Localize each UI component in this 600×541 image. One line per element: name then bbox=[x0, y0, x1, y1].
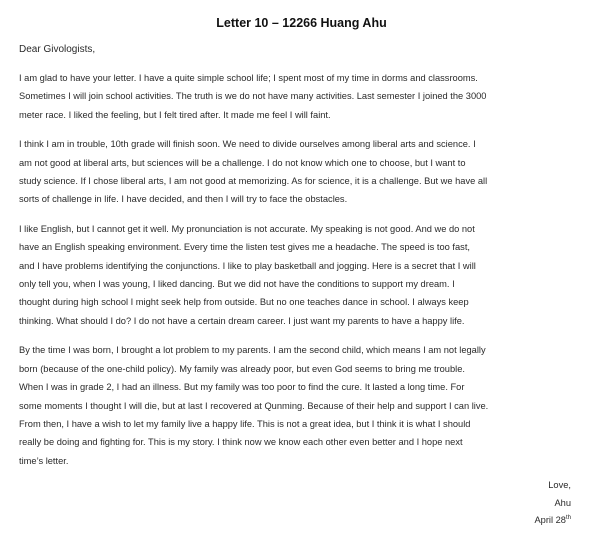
paragraph-line: thinking. What should I do? I do not have a certain dream career. I just want my parents to have a happy life. bbox=[19, 315, 465, 326]
paragraph-line: time’s letter. bbox=[19, 455, 69, 466]
salutation: Dear Givologists, bbox=[19, 44, 96, 55]
paragraph-line: have an English speaking environment. Every time the listen test gives me a headache. The speed is too fast, bbox=[19, 242, 470, 253]
letter-title: Letter 10 – 12266 Huang Ahu bbox=[216, 16, 387, 30]
paragraph-line: thought during high school I might seek help from outside. But no one teaches dance in school. I always keep bbox=[19, 297, 469, 308]
body-paragraph bbox=[19, 341, 584, 470]
date-text: April 28 bbox=[534, 515, 566, 525]
date-suffix: th bbox=[565, 514, 571, 521]
paragraph-line: some moments I thought I will die, but at last I recovered at Qunming. Because of their help and support I can live. bbox=[19, 400, 489, 411]
paragraph-line: born (because of the one-child policy). My family was already poor, but even God seems to bring me trouble. bbox=[19, 363, 465, 374]
paragraph-line: By the time I was born, I brought a lot problem to my parents. I am the second child, which means I am not legally bbox=[19, 345, 486, 356]
paragraph-line: am not good at liberal arts, but sciences will be a challenge. I do not know which one to choose, but I want to bbox=[19, 157, 466, 168]
paragraph-line: and I have problems identifying the conjunctions. I like to play basketball and jogging. Here is a secret that I will bbox=[19, 260, 476, 271]
paragraph-line: Sometimes I will join school activities. The truth is we do not have many activities. Last semester I joined the 3000 bbox=[19, 91, 487, 102]
body-paragraph bbox=[19, 220, 584, 330]
letter-date bbox=[534, 512, 571, 530]
paragraph-line: sorts of challenge in life. I have decided, and then I will try to face the obstacles. bbox=[19, 194, 348, 205]
paragraph-line: really be doing and fighting for. This is my story. I think now we know each other even better and I hope next bbox=[19, 437, 463, 448]
letter-body bbox=[19, 69, 584, 470]
closing-block bbox=[534, 477, 571, 530]
paragraph-line: only tell you, when I was young, I liked dancing. But we did not have the conditions to support my dream. I bbox=[19, 279, 455, 290]
paragraph-line: I like English, but I cannot get it well. My pronunciation is not accurate. My speaking is not good. And we do not bbox=[19, 223, 475, 234]
paragraph-line: study science. If I chose liberal arts, I am not good at memorizing. As for science, it is a challenge. But we have all bbox=[19, 176, 488, 187]
paragraph-line: I think I am in trouble, 10th grade will finish soon. We need to divide ourselves among liberal arts and science. I bbox=[19, 139, 476, 150]
paragraph-line: I am glad to have your letter. I have a quite simple school life; I spent most of my time in dorms and classrooms. bbox=[19, 73, 478, 83]
paragraph-line: From then, I have a wish to let my family live a happy life. This is not a great idea, but I think it is what I should bbox=[19, 418, 471, 429]
sign-off: Love, bbox=[548, 480, 571, 490]
body-paragraph bbox=[19, 135, 584, 209]
body-paragraph bbox=[19, 69, 584, 124]
signature-name: Ahu bbox=[554, 497, 571, 508]
paragraph-line: meter race. I liked the feeling, but I felt tired after. It made me feel I will faint. bbox=[19, 109, 331, 120]
paragraph-line: When I was in grade 2, I had an illness. But my family was too poor to find the cure. It lasted a long time. For bbox=[19, 382, 465, 393]
